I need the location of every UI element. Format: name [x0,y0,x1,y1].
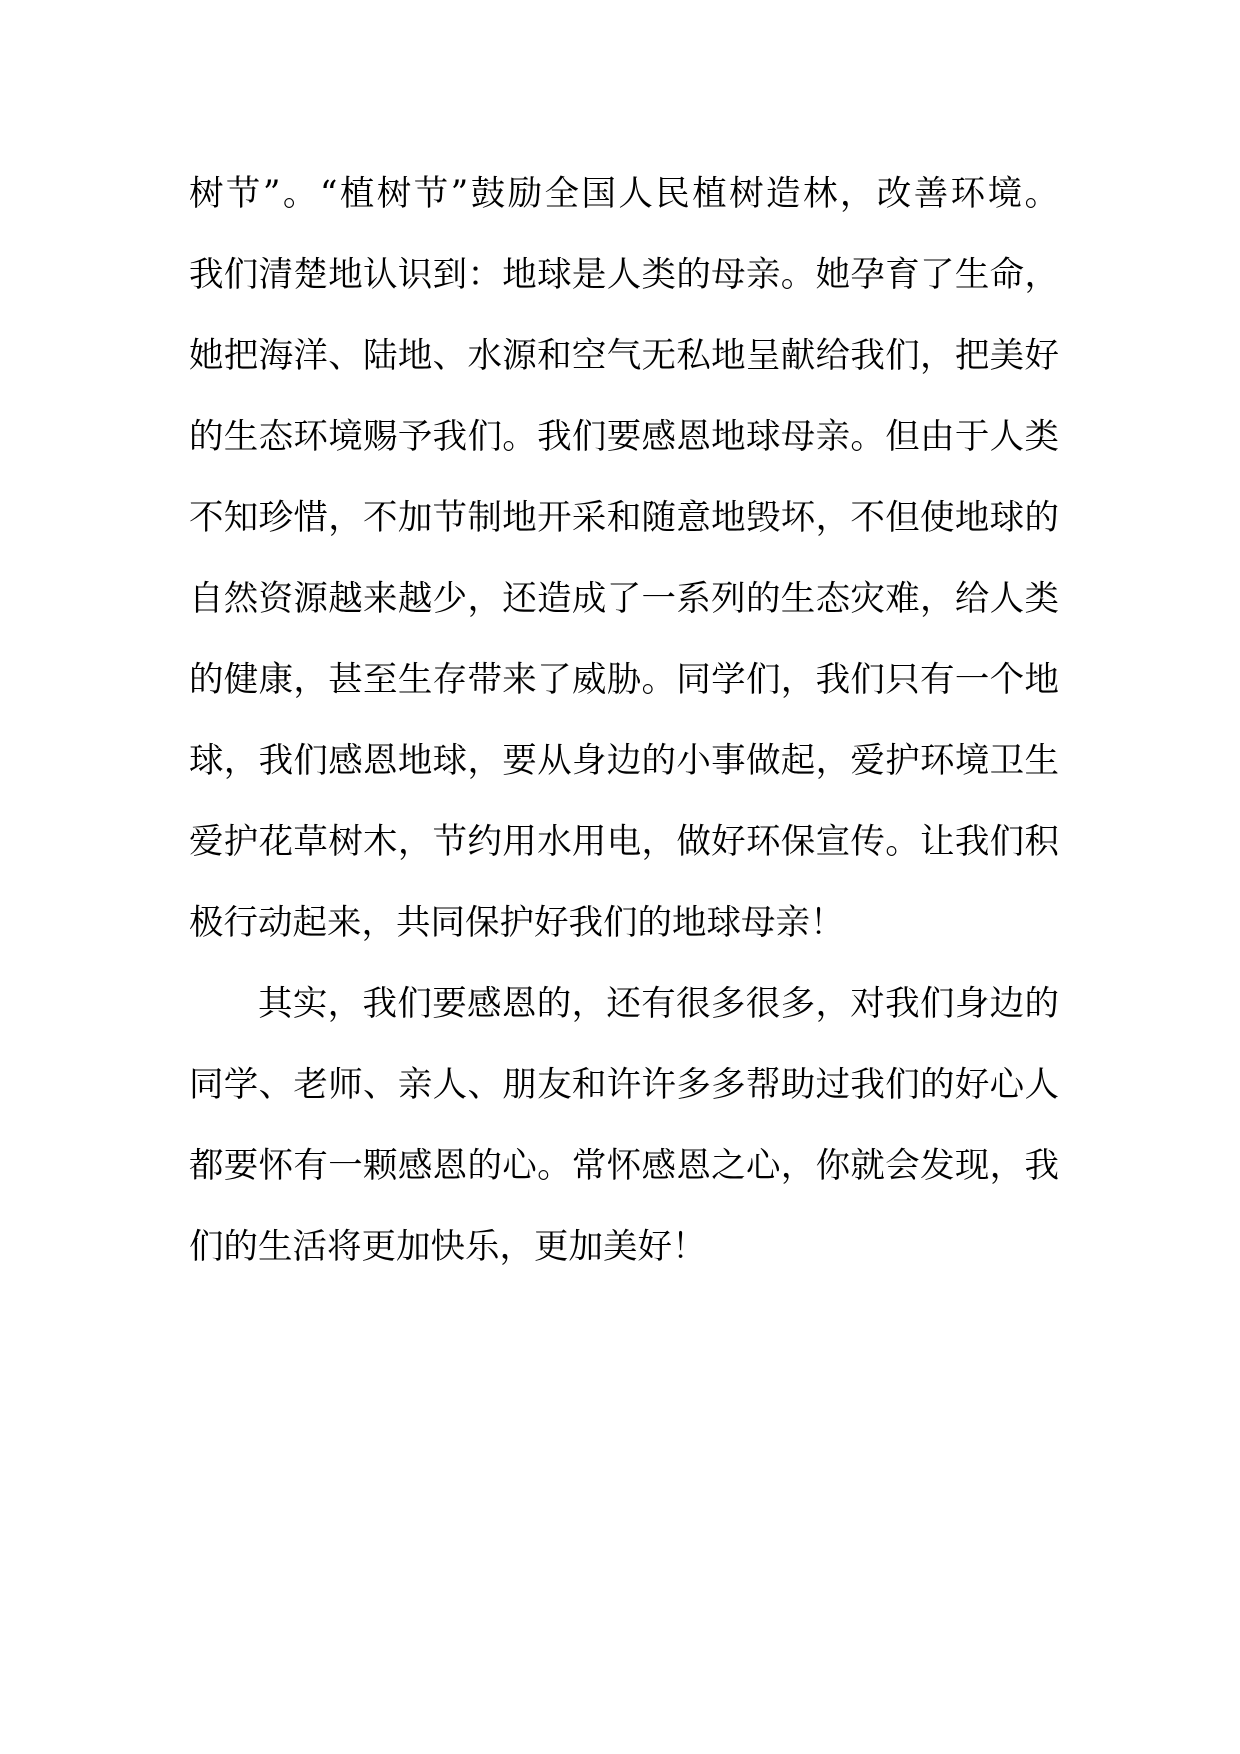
body-text-line: 自然资源越来越少，还造成了一系列的生态灾难，给人类 [189,579,1059,619]
body-text-line: 的生态环境赐予我们。我们要感恩地球母亲。但由于人类 [189,417,1059,457]
body-text-line: 都要怀有一颗感恩的心。常怀感恩之心，你就会发现，我 [189,1146,1059,1186]
body-text-line: 树节”。“植树节”鼓励全国人民植树造林，改善环境。 [189,174,1059,214]
body-text-line: 的健康，甚至生存带来了威胁。同学们，我们只有一个地 [189,660,1059,700]
body-text-line: 同学、老师、亲人、朋友和许许多多帮助过我们的好心人 [189,1065,1059,1105]
body-text-line: 极行动起来，共同保护好我们的地球母亲！ [189,903,845,943]
body-text-line: 爱护花草树木，节约用水用电，做好环保宣传。让我们积 [189,822,1059,862]
body-text-line: 球，我们感恩地球，要从身边的小事做起，爱护环境卫生 [189,741,1059,781]
body-text-line: 我们清楚地认识到：地球是人类的母亲。她孕育了生命， [189,255,1059,295]
paragraph-first-line: 其实，我们要感恩的，还有很多很多，对我们身边的 [258,984,1059,1024]
body-text-line: 不知珍惜，不加节制地开采和随意地毁坏，不但使地球的 [189,498,1059,538]
body-text-line: 她把海洋、陆地、水源和空气无私地呈献给我们，把美好 [189,336,1059,376]
body-text-line: 们的生活将更加快乐，更加美好！ [189,1227,707,1267]
